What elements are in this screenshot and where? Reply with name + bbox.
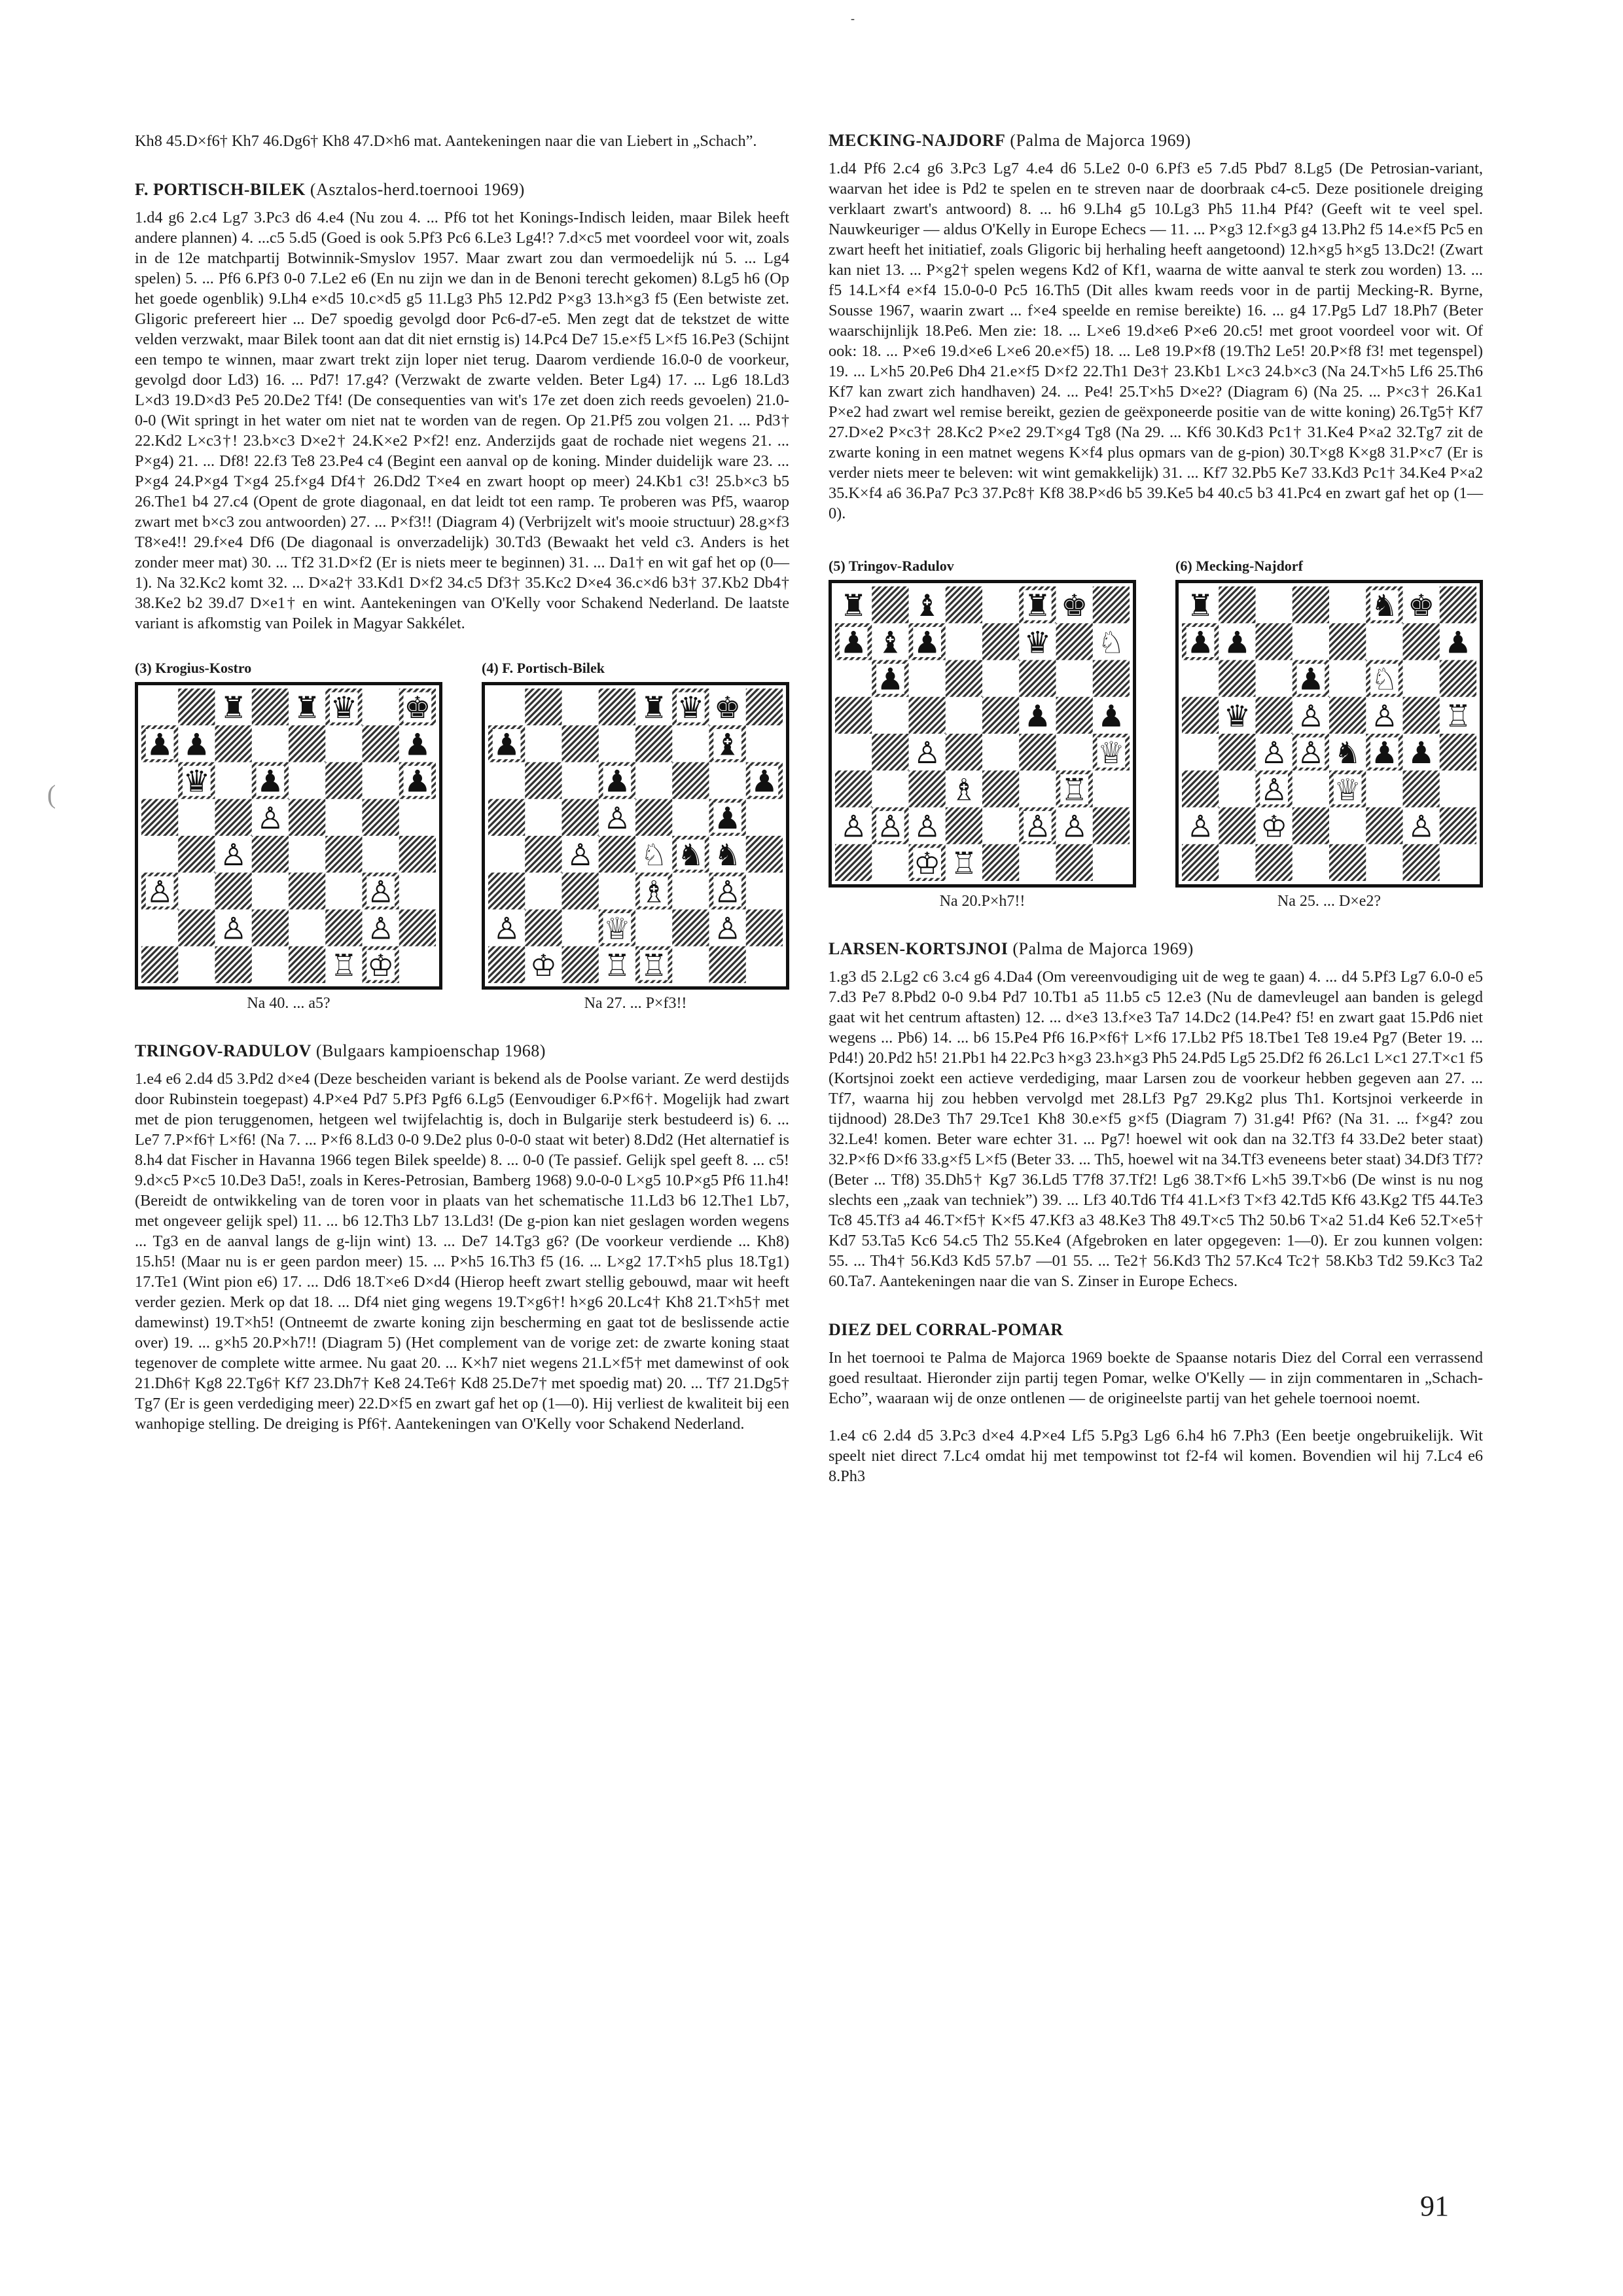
dark-square (488, 946, 525, 983)
dark-square (982, 770, 1019, 807)
black-piece-icon (877, 662, 904, 697)
dark-square (599, 836, 635, 872)
black-piece-icon (714, 726, 741, 762)
dark-square (363, 799, 399, 836)
white-piece-icon (714, 911, 741, 946)
dark-square (1019, 660, 1056, 697)
white-piece-icon (1061, 809, 1088, 844)
chess-board (135, 682, 442, 990)
black-piece-icon (1408, 588, 1435, 623)
dark-square (178, 910, 215, 946)
white-piece-icon (220, 837, 247, 872)
white-piece-icon (367, 911, 394, 946)
white-piece-icon (603, 948, 630, 983)
dark-square (1256, 623, 1293, 660)
game-title: DIEZ DEL CORRAL-POMAR (829, 1320, 1063, 1339)
game-event: (Asztalos-herd.toernooi 1969) (310, 180, 525, 199)
game-heading-larsen-kortsjnoi (829, 939, 1483, 959)
game-text-tringov-radulov: 1.e4 e6 2.d4 d5 3.Pd2 d×e4 (Deze bescheiden variant is bekend als de Poolse variant. Ze werd destijds door Rubinstein toegepast) 4.P×e4 Pd7 5.Pf3 Pgf6 6.Lg5 (Eenvoudiger 6.P×f6†. Mogelijk had zwart met de pion teruggenomen, hetgeen wel twijfelachtig is, doch in Bulgarije sterk bestudeerd is) 6. ... Le7 7.P×f6† L×f6! (Na 7. ... P×f6 8.Ld3 0-0 9.De2 plus 0-0-0 staat wit beter) 8.Dd2 (Het alternatief is 8.h4 dat Fischer in Havanna 1966 tegen Bilek speelde) 8. ... 0-0 (Te passief. Gelijk spel geeft 8. ... c5! 9.d×c5 P×c5 10.De3 Da5!, zoals in Keres-Petrosian, Bamberg 1968) 9.0-0-0 L×g5 10.P×g5 Pf6 11.h4! (Bereidt de ontwikkeling van de toren voor in plaats van het schematische 11.Ld3 b6 12.The1 Lb7, met ongeveer gelijk spel) 11. ... b6 12.Th3 Lb7 13.Ld3! (De g-pion kan niet geslagen worden wegens ... Tg3 en de aanval langs de g-lijn wint) 13. ... De7 14.Tg3 g6? (De voorkeur verdiende ... Kh8) 15.h5! (Maar nu is er geen pardon meer) 15. ... P×h5 16.Th3 f5 (16. ... L×g2 17.T×h5 plus 18.Tg1) 17.Te1 (Wint pion e6) 17. ... Dd6 18.T×e6 D×d4 (Hierop heeft zwart stellig gebouwd, maar wit heeft verder gezien. Merk op dat 18. ... Df4 niet ging wegens 19.T×g6†! h×g6 20.Lc4† Kh8 21.T×h5† met damewinst) 19.T×h5! (Ontneemt de zwarte koning zijn bescherming en gaat tot de beslissende actie over) 19. ... g×h5 20.P×h7!! (Diagram 5) (Het complement van de vorige zet: de zwarte koning staat tegenover de complete witte armee. Nu gaat 20. ... K×h7 niet wegens 21.L×f5† met damewinst of ook 21.Dh6† Kg8 22.Tg6† Kf7 23.Dh7† Ke8 24.Te6† Kd8 25.De7† met spoedig mat) 20. ... Tf7 21.Dg5† Tg7 (Er is geen verdediging meer) 22.D×f5 en zwart gaf het op (1—0). Hij verliest de kwaliteit bij een wanhopige stelling. De dreiging is Pf6†. Aantekeningen van O'Kelly voor Schakend Nederland. (135, 1070, 789, 1433)
dark-square (1219, 660, 1255, 697)
dark-square (289, 872, 325, 909)
black-piece-icon (840, 624, 866, 660)
dark-square (982, 623, 1019, 660)
dark-square (746, 910, 783, 946)
dark-square (252, 836, 289, 872)
white-piece-icon (1334, 772, 1361, 807)
white-piece-icon (330, 948, 357, 983)
game-text-mecking-najdorf: 1.d4 Pf6 2.c4 g6 3.Pc3 Lg7 4.e4 d6 5.Le2 0-0 6.Pf3 e5 7.d5 Pbd7 8.Lg5 (De Petrosian-variant, waarvan het idee is Pd2 te spelen en te streven naar de doorbraak c4-c5. Deze positionele dreiging verklaart zwart's antwoord) 8. ... h6 9.Lh4 g5 10.Lg3 Ph5 11.h4 Pf4? (Geeft wit te veel spel. Nauwkeuriger — aldus O'Kelly in Europe Echecs — 11. ... P×g3 12.f×g3 g4 13.Ph2 f5 14.e×f5 Pc5 en zwart heeft het initiatief, zoals Gligoric bij herhaling heeft aangetoond) 12.h×g5 h×g5 13.Dc2! (Zwart kan niet 13. ... P×g2† spelen wegens Kd2 of Kf1, waarna de witte aanval te sterk zou worden) 13. ... f5 14.L×f4 e×f4 15.0-0-0 Pc5 16.Th5 (Dit alles kwam reeds voor in de partij Mecking-R. Byrne, Sousse 1967, waarin zwart ... f×e4 speelde en remise bereikte) 16. ... g4 17.Pg5 Ld7 18.Ph7 (Beter waarschijnlijk 18.Pe6. Men zie: 18. ... L×e6 19.d×e6 P×e6 20.c5! met groot voordeel voor wit. Of ook: 18. ... P×e6 19.d×e6 L×e6 20.e×f5) 18. ... Le8 19.P×f8 (19.Th2 Le5! 20.P×f8 f3! met tegenspel) 19. ... L×h5 20.Pe6 Dh4 21.e×f5 D×f2 22.Th1 De3† 23.Kb1 L×c3 24.b×c3 (Na 24.T×h5 Lf6 25.Th6 Kf7 kan zwart zich handhaven) 24. ... Pe4! 25.T×h5 D×e2? (Diagram 6) (Na 25. ... P×c3† 26.Ka1 P×e2 had zwart wel remise bereikt, gezien de geëxponeerde positie van de witte koning) 26.Tg5† Kf7 27.D×e2 P×c3† 28.Kc2 P×e2 29.T×g4 Tg8 (Na 29. ... Kf6 30.Kd3 Pc1† 31.Ke4 P×a2 32.Tg7 zit de zwarte koning in een matnet wegens K×f4 plus opmars van de g-pion) 30.T×g8 K×g8 31.P×c7 (Er is verder niets meer te beleven: wit wint gemakkelijk) 31. ... Kf7 32.Pb5 Ke7 33.Kd3 Pc1† 34.Ke4 P×a2 35.K×f4 a6 36.Pa7 Pc3 37.Pc8† Kf8 38.P×d6 b5 39.Ke5 b4 40.c5 b3 41.Pc4 en zwart gaf het op (1—0). (829, 160, 1483, 522)
chess-board-5 (835, 586, 1130, 881)
dark-square (399, 836, 436, 872)
dark-square (1093, 586, 1130, 623)
white-piece-icon (257, 800, 283, 836)
black-piece-icon (220, 690, 247, 725)
game-text-larsen-kortsjnoi: 1.g3 d5 2.Lg2 c6 3.c4 g6 4.Da4 (Om vereenvoudiging uit de weg te gaan) 4. ... d4 5.Pf3 Lg7 6.0-0 e5 7.d3 Pe7 8.Pbd2 0-0 9.b4 Pd7 10.Tb1 a5 11.b5 c5 12.e3 (Nu de damevleugel aan banden is gelegd gaat wit het centrum aftasten) 12. ... d×e3 13.f×e3 Ta7 14.Dc2 (14.Pe4? f5! en zwart gaat 15.Pd6 niet wegens ... Pb6) 14. ... b6 15.Pe4 Pf6 16.P×f6† L×f6 17.Lb2 Pf5 18.Tbe1 Te8 19.e4 Pg7 (Beter 19. ... Pd4!) 20.Pd2 h5! 21.Pb1 h4 22.Pc3 h×g3 23.h×g3 Ph5 24.Pd5 Lg5 25.Df2 f6 26.Lc1 L×c1 27.T×c1 f5 (Kortsjnoi zoekt een actieve verdediging, maar Larsen zou de voorkeur hebben gegeven aan 27. ... Tf7, waarna hij zou hebben vervolgd met 28.Lf3 Pg7 29.Kg2 plus Th1. Kortsjnoi verkeerde in tijdnood) 28.De3 Th7 29.Tce1 Kh8 30.e×f5 g×f5 (Diagram 7) 31.g4! Pf6? (Na 31. ... f×g4? zou 32.Le4! komen. Beter ware echter 31. ... Pg7! hoewel wit ook dan na 32.Tf3 f4 33.De2 beter staat) 32.P×f6 D×f6 33.g×f5 L×f5 (Beter 33. ... Th5, hoewel wit na 34.Tf3 eveneens beter staat) 34.Df3 Tf7? (Beter ... Tf8) 35.Dh5† Kg7 36.Ld5 T7f8 37.Tf2! Lg6 38.T×f6 L×h5 39.T×b6 (De winst is nu nog slechts een „zaak van techniek”) 39. ... Lf3 40.Td6 Tf4 41.L×f3 T×f3 42.Td5 Kf6 43.Kg2 Tf5 44.Te3 Tc8 45.Tf3 a4 46.T×f5† K×f5 47.Kf3 a3 48.Ke3 Th8 49.T×c5 Th2 50.b6 T×a2 51.d4 Ke6 52.T×e5† Kd7 53.Ta5 Kc6 54.c5 Th2 55.Ke4 (Afgebroken en later opgegeven: 1—0). Er zou kunnen volgen: 55. ... Th4† 56.Kd3 Kd5 57.b7 —01 55. ... Te2† 56.Kd3 Th2 57.Kc4 Tc2† 58.Kb3 Td2 59.Kc3 Ta2 60.Ta7. Aantekeningen naar die van S. Zinser in Europe Echecs. (829, 968, 1483, 1290)
white-piece-icon (640, 837, 667, 872)
dark-square (141, 946, 178, 983)
game-title: F. PORTISCH-BILEK (135, 180, 306, 199)
white-piece-icon (714, 874, 741, 909)
black-piece-icon (330, 690, 357, 725)
white-piece-icon (1260, 735, 1287, 770)
game-title: TRINGOV-RADULOV (135, 1041, 312, 1060)
dark-square (325, 762, 362, 799)
dark-square (1366, 808, 1402, 844)
black-piece-icon (640, 690, 667, 725)
diagram-6 (1175, 558, 1483, 910)
dark-square (1219, 808, 1255, 844)
dark-square (1256, 844, 1293, 881)
white-piece-icon (640, 874, 667, 909)
page-number: 91 (1420, 2190, 1449, 2222)
intro-text: Kh8 45.D×f6† Kh7 46.Dg6† Kh8 47.D×h6 mat. Aantekeningen naar die van Liebert in „Schach”. (135, 132, 757, 150)
black-piece-icon (404, 690, 431, 725)
diagram-4 (482, 660, 789, 1013)
chess-board-6 (1182, 586, 1476, 881)
diagram-3 (135, 660, 442, 1013)
black-piece-icon (404, 726, 431, 762)
dark-square (215, 872, 252, 909)
dark-square (1219, 734, 1255, 770)
black-piece-icon (1371, 735, 1398, 770)
black-piece-icon (1024, 624, 1051, 660)
white-piece-icon (914, 846, 940, 881)
white-piece-icon (1371, 698, 1398, 734)
black-piece-icon (1024, 698, 1051, 734)
black-piece-icon (1371, 588, 1398, 623)
dark-square (562, 872, 599, 909)
dark-square (325, 836, 362, 872)
black-piece-icon (1061, 588, 1088, 623)
diagram-title: (4) F. Portisch-Bilek (482, 660, 605, 676)
game-title: MECKING-NAJDORF (829, 131, 1006, 150)
game-heading-mecking-najdorf (829, 131, 1483, 151)
game-text-diez-pomar: 1.e4 c6 2.d4 d5 3.Pc3 d×e4 4.P×e4 Lf5 5.Pg3 Lg6 6.h4 h6 7.Ph3 (Een beetje ongebruikelijk. Wit speelt niet direct 7.Lc4 omdat hij met tempowinst tot f2-f4 wil komen. Bovendien wil hij 7.Lc4 e6 8.Ph3 (829, 1427, 1483, 1485)
black-piece-icon (1408, 735, 1435, 770)
game-heading-diez-pomar (829, 1320, 1483, 1340)
black-piece-icon (404, 764, 431, 799)
white-piece-icon (220, 911, 247, 946)
black-piece-icon (877, 624, 904, 660)
black-piece-icon (1186, 624, 1213, 660)
margin-mark: ( (47, 780, 56, 809)
white-piece-icon (603, 800, 630, 836)
dark-square (946, 734, 982, 770)
white-piece-icon (1371, 662, 1398, 697)
white-piece-icon (877, 809, 904, 844)
white-piece-icon (603, 911, 630, 946)
black-piece-icon (1444, 624, 1471, 660)
dark-square (1403, 844, 1440, 881)
white-piece-icon (1260, 772, 1287, 807)
dark-square (982, 697, 1019, 734)
diagram-row-right (829, 558, 1483, 910)
dark-square (1256, 697, 1293, 734)
dark-square (1182, 697, 1219, 734)
diagram-caption: Na 25. ... D×e2? (1277, 893, 1382, 910)
dark-square (215, 799, 252, 836)
black-piece-icon (1097, 698, 1124, 734)
black-piece-icon (751, 764, 777, 799)
dark-square (746, 836, 783, 872)
chess-board-4 (488, 689, 783, 983)
diagram-5 (829, 558, 1136, 910)
white-piece-icon (567, 837, 594, 872)
diagram-title: (5) Tringov-Radulov (829, 558, 954, 574)
white-piece-icon (914, 735, 940, 770)
dark-square (525, 910, 562, 946)
dark-square (399, 910, 436, 946)
black-piece-icon (146, 726, 173, 762)
dark-square (946, 586, 982, 623)
black-piece-icon (1224, 698, 1251, 734)
black-piece-icon (1224, 624, 1251, 660)
black-piece-icon (914, 588, 940, 623)
game-event: (Palma de Majorca 1969) (1012, 939, 1194, 958)
dark-square (178, 689, 215, 725)
dark-square (835, 770, 872, 807)
dark-square (252, 910, 289, 946)
left-column (135, 131, 789, 1434)
chess-board (482, 682, 789, 990)
white-piece-icon (1297, 698, 1324, 734)
dark-square (1019, 734, 1056, 770)
black-piece-icon (714, 690, 741, 725)
dark-square (1093, 660, 1130, 697)
dark-square (1440, 586, 1476, 623)
dark-square (488, 872, 525, 909)
dark-square (1329, 697, 1366, 734)
dark-square (835, 844, 872, 881)
game-event: (Bulgaars kampioenschap 1968) (315, 1041, 546, 1060)
white-piece-icon (1444, 698, 1471, 734)
dark-square (215, 725, 252, 762)
dark-square (909, 697, 946, 734)
white-piece-icon (493, 911, 520, 946)
white-piece-icon (1061, 772, 1088, 807)
diagram-row-left (135, 660, 789, 1013)
dark-square (1329, 623, 1366, 660)
dark-square (946, 660, 982, 697)
diagram-title: (6) Mecking-Najdorf (1175, 558, 1303, 574)
dark-square (1440, 660, 1476, 697)
white-piece-icon (914, 809, 940, 844)
dark-square (289, 799, 325, 836)
black-piece-icon (840, 588, 866, 623)
dark-square (672, 762, 709, 799)
white-piece-icon (1408, 809, 1435, 844)
white-piece-icon (640, 948, 667, 983)
white-piece-icon (1186, 809, 1213, 844)
white-piece-icon (146, 874, 173, 909)
black-piece-icon (257, 764, 283, 799)
diagram-title: (3) Krogius-Kostro (135, 660, 252, 676)
dark-square (215, 946, 252, 983)
dark-square (1093, 808, 1130, 844)
dark-square (946, 808, 982, 844)
black-piece-icon (1024, 588, 1051, 623)
game-event: (Palma de Majorca 1969) (1010, 131, 1191, 150)
dark-square (1403, 623, 1440, 660)
dark-square (325, 910, 362, 946)
dark-square (1182, 844, 1219, 881)
diagram-caption: Na 20.P×h7!! (939, 893, 1026, 910)
dark-square (1056, 697, 1093, 734)
dark-square (1403, 770, 1440, 807)
black-piece-icon (677, 690, 704, 725)
dark-square (1056, 623, 1093, 660)
black-piece-icon (293, 690, 320, 725)
white-piece-icon (1097, 735, 1124, 770)
white-piece-icon (367, 948, 394, 983)
right-column (829, 131, 1483, 1486)
dark-square (562, 946, 599, 983)
dark-square (289, 946, 325, 983)
dark-square (1293, 808, 1329, 844)
chess-board-3 (141, 689, 436, 983)
dark-square (1440, 734, 1476, 770)
dark-square (635, 799, 672, 836)
dark-square (1182, 770, 1219, 807)
black-piece-icon (714, 837, 741, 872)
white-piece-icon (1297, 735, 1324, 770)
game-title: LARSEN-KORTSJNOI (829, 939, 1008, 958)
black-piece-icon (1186, 588, 1213, 623)
game-heading-portisch-bilek (135, 180, 789, 200)
dark-square (525, 762, 562, 799)
dark-square (835, 697, 872, 734)
dark-square (872, 586, 908, 623)
diagram-caption: Na 27. ... P×f3!! (584, 995, 687, 1012)
dark-square (141, 799, 178, 836)
dark-square (1440, 808, 1476, 844)
dark-square (525, 689, 562, 725)
dark-square (562, 725, 599, 762)
dark-square (672, 910, 709, 946)
white-piece-icon (367, 874, 394, 909)
dark-square (289, 725, 325, 762)
black-piece-icon (714, 800, 741, 836)
dark-square (635, 725, 672, 762)
white-piece-icon (1024, 809, 1051, 844)
black-piece-icon (603, 764, 630, 799)
dark-square (909, 770, 946, 807)
black-piece-icon (493, 726, 520, 762)
black-piece-icon (1297, 662, 1324, 697)
dark-square (525, 836, 562, 872)
game-intro-diez-pomar: In het toernooi te Palma de Majorca 1969 boekte de Spaanse notaris Diez del Corral een verrassend goed resultaat. Hieronder zijn partij tegen Pomar, welke O'Kelly — in zijn commentaren in „Schach-Echo”, waaraan wij de onze ontlenen — de origineelste partij van het gehele toernooi noemt. (829, 1349, 1483, 1407)
dark-square (562, 799, 599, 836)
black-piece-icon (677, 837, 704, 872)
dark-square (746, 689, 783, 725)
dark-square (709, 946, 746, 983)
dark-square (1293, 586, 1329, 623)
black-piece-icon (914, 624, 940, 660)
game-heading-tringov-radulov (135, 1041, 789, 1061)
white-piece-icon (1097, 624, 1124, 660)
dark-square (1219, 586, 1255, 623)
diagram-caption: Na 40. ... a5? (247, 995, 330, 1012)
game-text-portisch-bilek: 1.d4 g6 2.c4 Lg7 3.Pc3 d6 4.e4 (Nu zou 4. ... Pf6 tot het Konings-Indisch leiden, maar Bilek heeft andere plannen) 4. ...c5 5.d5 (Goed is ook 5.Pf3 Pc6 6.Le3 Lg4!? 7.d×c5 met voordeel voor wit, zoals in de 12e matchpartij Botwinnik-Smyslov 1957. Maar zwart zou dan vermoedelijk nú 5. ... Lg4 spelen) 5. ... Pf6 6.Pf3 0-0 7.Le2 e6 (En nu zijn we dan in de Benoni terecht gekomen) 8.Lg5 h6 (Op het goede ogenblik) 9.Lh4 e×d5 10.c×d5 g5 11.Lg3 Ph5 12.Pd2 P×g3 13.h×g3 f5 (Een betwiste zet. Gligoric prefereert hier ... De7 spoedig gevolgd door Pc6-d7-e5. Men zegt dat de tekstzet de witte velden verzwakt, maar Bilek toont aan dat dit niet ernstig is) 14.Pc4 De7 15.e×f5 L×f5 16.Pe3 (Schijnt een tempo te winnen, maar zwart trekt zijn loper niet terug. Daarom verdiende 16.0-0 de voorkeur, gevolgd door Ld3) 16. ... Pd7! 17.g4? (Verzwakt de zwarte velden. Beter Lg4) 17. ... Lg6 18.Ld3 L×d3 19.D×d3 Pe5 20.De2 Tf4! (De consequenties van wit's 17e zet doen zich reeds gevoelen) 21.0-0-0 (Wit springt in het water om niet nat te worden van de regen. Op 21.Pf5 zou volgen 21. ... Pd3† 22.Kd2 L×c3†! 23.b×c3 D×e2† 24.K×e2 P×f2! enz. Anderzijds gaat de rochade niet wegens 21. ... P×g4) 21. ... Df8! 22.f3 Te8 23.Pe4 c4 (Begint een aanval op de koning. Minder duidelijk ware 23. ... P×g4 24.P×g4 T×g4 25.f×g4 Df4† 26.Dd2 T×e4 en zwart hoopt op meer) 24.Kb1 c3! 25.b×c3 b5 26.The1 b4 27.c4 (Opent de grote diagonaal, en dat leidt tot een ramp. Te proberen was Pf5, waarop zwart met b×c3 zou antwoorden) 27. ... P×f3!! (Diagram 4) (Verbrijzelt wit's mooie structuur) 28.g×f3 T8×e4!! 29.f×e4 Df6 (De diagonaal is onverzadelijk) 30.Td3 (Bewaakt het veld c3. Anders is het zonder meer mat) 30. ... Tf2 31.D×f2 (Er is niets meer te beginnen) 31. ... Da1† en wit gaf het op (0—1). Na 32.Kc2 komt 32. ... D×a2† 33.Kd1 D×f2 34.c5 Df3† 35.Kc2 D×e4 36.c×d6 b3† 37.Kb2 Db4† 38.Ke2 b2 39.d7 D×e1† en wint. Aantekeningen van O'Kelly voor Schakend Nederland. De laatste variant is afkomstig van Poilek in Magyar Sakkélet. (135, 209, 789, 632)
black-piece-icon (183, 764, 210, 799)
top-mark: - (851, 12, 855, 25)
white-piece-icon (530, 948, 557, 983)
black-piece-icon (183, 726, 210, 762)
dark-square (178, 836, 215, 872)
dark-square (599, 689, 635, 725)
chess-board (829, 580, 1136, 888)
dark-square (982, 844, 1019, 881)
dark-square (363, 725, 399, 762)
white-piece-icon (840, 809, 866, 844)
white-piece-icon (950, 772, 977, 807)
white-piece-icon (1260, 809, 1287, 844)
dark-square (1403, 697, 1440, 734)
dark-square (252, 689, 289, 725)
dark-square (872, 734, 908, 770)
white-piece-icon (950, 846, 977, 881)
black-piece-icon (1334, 735, 1361, 770)
dark-square (1329, 844, 1366, 881)
chess-board (1175, 580, 1483, 888)
dark-square (488, 799, 525, 836)
dark-square (1056, 844, 1093, 881)
